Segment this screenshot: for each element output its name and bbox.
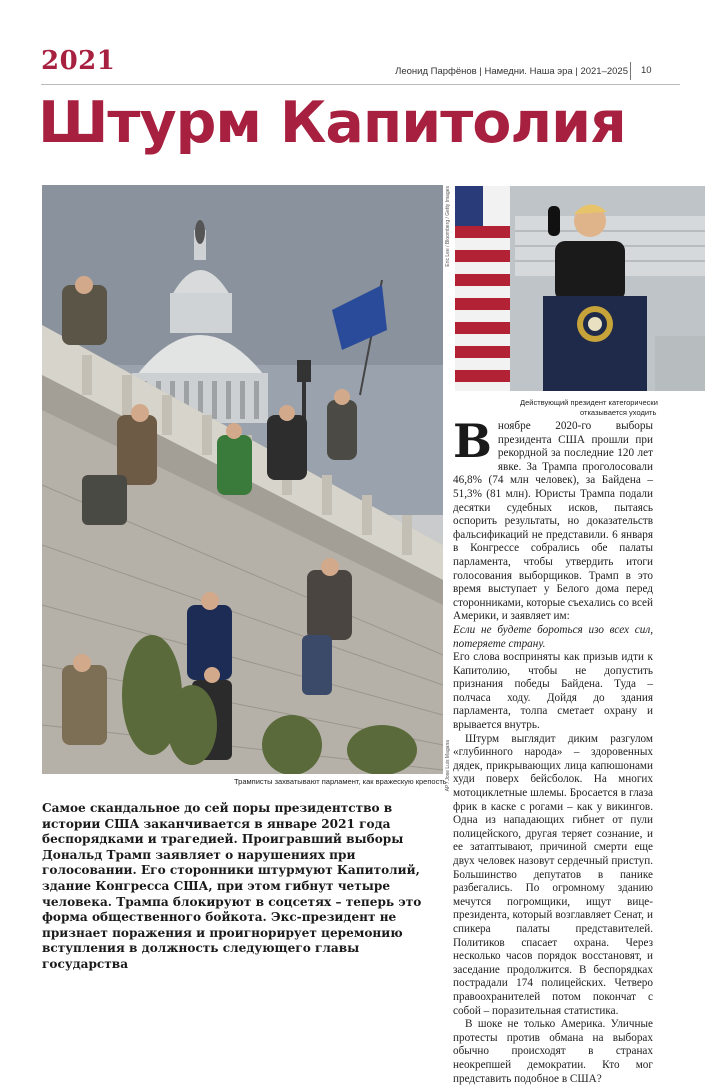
header-rule (41, 84, 680, 85)
lead-paragraph: Самое скандальное до сей поры президентство в истории США заканчивается в январе 2021 года беспорядками и трагедией. Проигравший выборы Дональд Трамп заявляет о нарушениях при голосовании. Его сторонники штурмуют Капитолий, здание Конгресса США, при этом гибнут четыре человека. Трампа блокируют в соцсетях – теперь это форма общественного бойкота. Экс-президент не признает поражения и проигнорирует церемонию вступления в должность следующего главы государства (42, 801, 422, 971)
body-paragraph-2: Его слова восприняты как призыв идти к Капитолию, чтобы не допустить признания победы Байдена. Туда – полчаса ходу. Дойдя до здания парламента, толпа сметает охрану и врывается внутрь. (453, 651, 653, 732)
page-number: 10 (630, 62, 652, 80)
main-photo-caption: Трамписты захватывают парламент, как вражескую крепость (234, 777, 447, 786)
body-paragraph-1: ноябре 2020-го выборы президента США прошли при рекордной за последние 120 лет явке. За Трампа проголосовали 46,8% (74 млн человек), за Байдена – 51,3% (81 млн). Юристы Трампа подали десятки судебных исков, пытаясь оспорить результаты, но доказательств фальсификаций не представили. 6 января в Конгрессе собрались обе палаты парламента, чтобы утвердить итоги голосования выборщиков. Трамп в это время выступает у Белого дома перед сторонниками, которые съехались со всей Америки, и заявляет им: (453, 420, 654, 623)
body-quote: Если не будете бороться изо всех сил, потеряете страну. (453, 623, 653, 650)
body-paragraph-4: В шоке не только Америка. Уличные протесты против обмана на выборах обычно происходят в странах неокрепшей демократии. Кто мог представить подобное в США? (453, 1018, 653, 1085)
body-paragraph-3: Штурм выглядит диким разгулом «глубинного народа» – здоровенных дядек, прикрывающих лица капюшонами худи поверх бейсболок. На многих мотоциклетные шлемы. Бросается в глаза фрик в каске с рогами – как у викингов. Одна из нападающих гибнет от пули полицейского, другая теряет сознание, и ее затаптывают, причиной смерти еще двух человек назовут сердечный приступ. Большинство депутатов в панике разбегались. По огромному зданию мечутся погромщики, ищут вице-президента, который возглавляет Сенат, и спикера палаты представителей. Политиков спасает охрана. Через несколько часов порядок восстановят, и заседание продолжится. В беспорядках пострадали 174 полицейских. Четверо правоохранителей потом покончат с собой – поразительная статистика. (453, 732, 653, 1017)
drop-cap: В (453, 414, 492, 468)
side-photo-credit: Eric Lee / Bloomberg / Getty Images (445, 186, 451, 267)
headline: Штурм Капитолия (38, 90, 626, 156)
running-title: Леонид Парфёнов | Намедни. Наша эра | 2021–2025 (395, 66, 628, 77)
side-photo-caption-line-1: Действующий президент категорически (520, 398, 658, 407)
year-label: 2021 (41, 46, 116, 76)
side-photo-caption-line-2: отказывается уходить (580, 408, 657, 417)
side-photo (455, 186, 705, 391)
main-photo-credit: AP / Jose Luis Magana (445, 740, 451, 792)
body-column (453, 414, 654, 1086)
main-photo (42, 185, 443, 774)
